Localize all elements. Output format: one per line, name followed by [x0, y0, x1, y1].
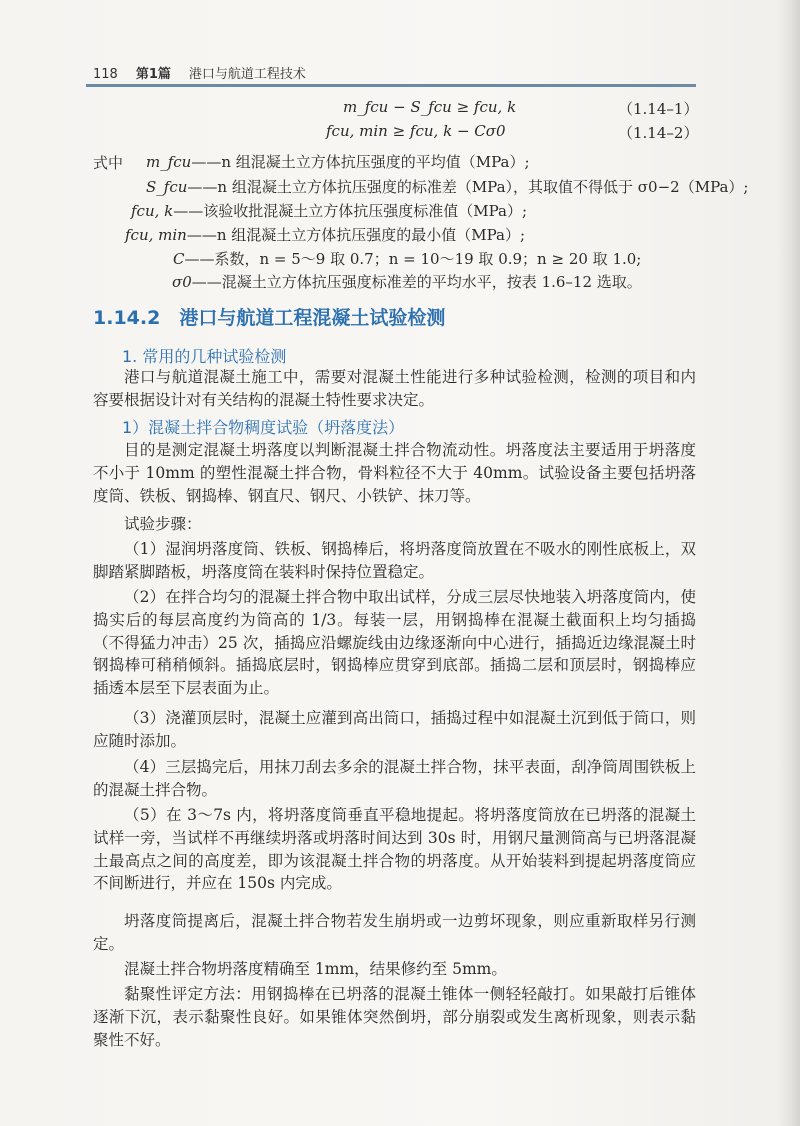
- step-paragraph: （3）浇灌顶层时，混凝土应灌到高出筒口，插捣过程中如混凝土沉到低于筒口，则应随时添加。: [93, 709, 696, 750]
- precision-paragraph: 混凝土拌合物坍落度精确至 1mm，结果修约至 5mm。: [124, 960, 507, 978]
- definition-sigma0: [172, 271, 642, 293]
- steps-label: 试验步骤：: [124, 515, 202, 533]
- part-label: 第1篇: [135, 67, 171, 82]
- step-paragraph: （1）湿润坍落度筒、铁板、钢捣棒后，将坍落度筒放置在不吸水的刚性底板上，双脚踏紧脚踏板，坍落度筒在装料时保持位置稳定。: [93, 540, 696, 581]
- definition-c: [173, 248, 641, 270]
- definition-text: ——混凝土立方体抗压强度标准差的平均水平，按表 1.6–12 选取。: [191, 273, 642, 291]
- page-number: 118: [93, 67, 118, 82]
- purpose-paragraph: 目的是测定混凝土坍落度以判断混凝土拌合物流动性。坍落度法主要适用于坍落度不小于 10mm 的塑性混凝土拌合物，骨料粒径不大于 40mm。试验设备主要包括坍落度筒、铁板、钢捣棒、钢直尺、钢尺、小铁铲、抹刀等。: [93, 441, 696, 505]
- definition-symbol: σ0: [172, 273, 192, 291]
- formula-1: m_fcu − S_fcu ≥ fcu, k: [343, 98, 517, 116]
- definition-m-fcu: [146, 151, 530, 173]
- definition-text: ——该验收批混凝土立方体抗压强度标准值（MPa）;: [173, 202, 528, 220]
- intro-paragraph: 港口与航道混凝土施工中，需要对混凝土性能进行多种试验检测，检测的项目和内容要根据设计对有关结构的混凝土特性要求决定。: [93, 368, 696, 409]
- step-paragraph: （5）在 3～7s 内，将坍落度筒垂直平稳地提起。将坍落度筒放在已坍落的混凝土试样一旁，当试样不再继续坍落或坍落时间达到 30s 时，用钢尺量测筒高与已坍落混凝土最高点之间的高度差，即为该混凝土拌合物的坍落度。从开始装料到提起坍落度筒应不间断进行，并应在 150s 内完成。: [93, 806, 696, 893]
- cohesion-paragraph: 黏聚性评定方法：用钢捣棒在已坍落的混凝土锥体一侧轻轻敲打。如果敲打后锥体逐渐下沉，表示黏聚性良好。如果锥体突然倒坍，部分崩裂或发生离析现象，则表示黏聚性不好。: [93, 985, 696, 1049]
- page-spine-shadow: [778, 0, 800, 1126]
- section-title: 1.14.2 港口与航道工程混凝土试验检测: [93, 307, 446, 329]
- step-paragraph: （2）在拌合均匀的混凝土拌合物中取出试样，分成三层尽快地装入坍落度筒内，使捣实后的每层高度约为筒高的 1/3。每装一层，用钢捣棒在混凝土截面积上均匀插捣（不得猛力冲击）25 次，插捣应沿螺旋线由边缘逐渐向中心进行，插捣近边缘混凝土时钢捣棒可稍稍倾斜。插捣底层时，钢捣棒应贯穿到底部。插捣二层和顶层时，钢捣棒应插透本层至下层表面为止。: [93, 588, 696, 698]
- where-label: 式中: [93, 154, 124, 172]
- definition-symbol: S_fcu: [146, 178, 188, 196]
- definition-symbol: C: [173, 250, 185, 268]
- subsection-heading: 1. 常用的几种试验检测: [122, 347, 287, 366]
- definition-symbol: fcu, k: [131, 202, 174, 220]
- definition-fcu-min: [125, 224, 525, 246]
- definition-text: ——系数，n = 5～9 取 0.7；n = 10～19 取 0.9；n ≥ 20 取 1.0;: [184, 250, 642, 268]
- test-heading: 1）混凝土拌合物稠度试验（坍落度法）: [122, 418, 405, 437]
- definition-text: ——n 组混凝土立方体抗压强度的最小值（MPa）;: [186, 226, 526, 244]
- formula-2: fcu, min ≥ fcu, k − Cσ0: [326, 122, 506, 140]
- part-title: 港口与航道工程技术: [188, 67, 306, 82]
- formula-1-number: （1.14–1）: [618, 100, 699, 118]
- running-head: [93, 60, 696, 82]
- definition-text: ——n 组混凝土立方体抗压强度的标准差（MPa），其取值不得低于 σ0−2（MPa）;: [187, 178, 749, 196]
- definition-s-fcu: [146, 176, 748, 198]
- definition-fcu-k: [131, 200, 527, 222]
- definition-text: ——n 组混凝土立方体抗压强度的平均值（MPa）;: [191, 153, 530, 171]
- redo-paragraph: 坍落度筒提离后，混凝土拌合物若发生崩坍或一边剪坏现象，则应重新取样另行测定。: [93, 912, 696, 953]
- header-rule: [86, 84, 696, 87]
- formula-2-number: （1.14–2）: [618, 124, 699, 142]
- definition-symbol: fcu, min: [125, 226, 187, 244]
- step-paragraph: （4）三层捣完后，用抹刀刮去多余的混凝土拌合物，抹平表面，刮净筒周围铁板上的混凝土拌合物。: [93, 758, 696, 799]
- definition-symbol: m_fcu: [146, 153, 192, 171]
